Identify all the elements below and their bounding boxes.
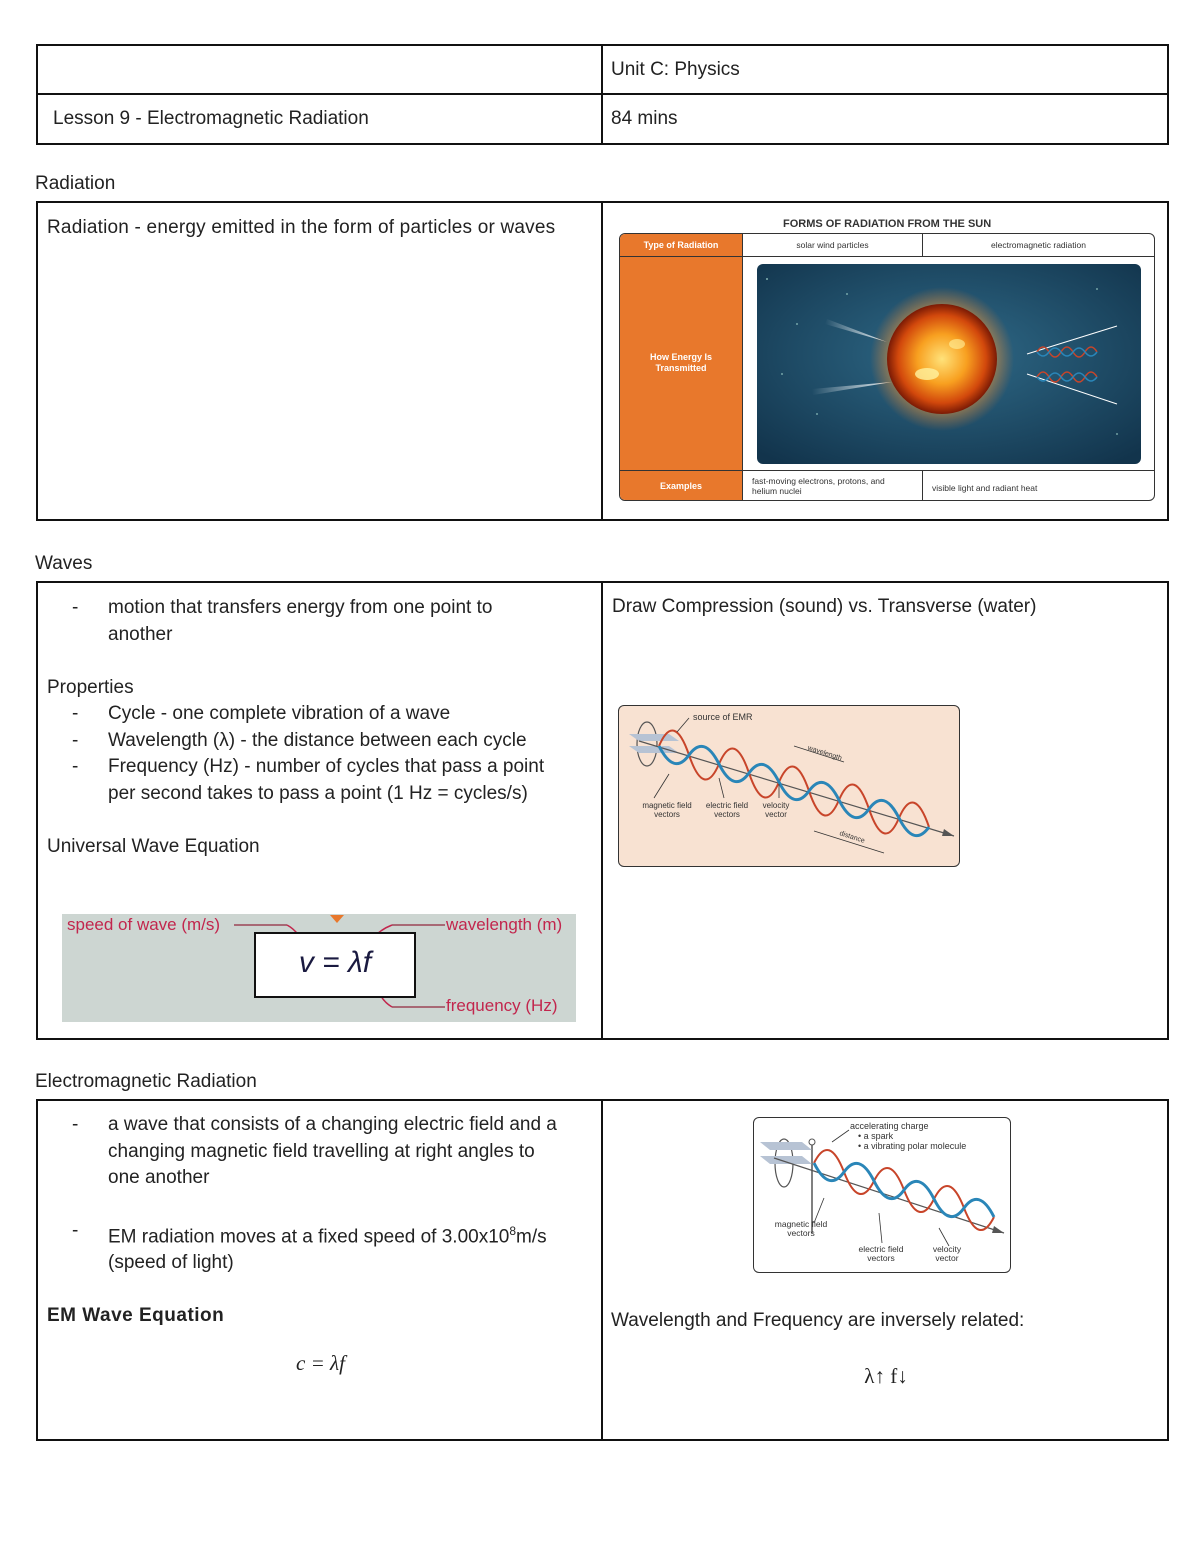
inverse-relation-text: Wavelength and Frequency are inversely related: [611,1310,1025,1331]
spark-label: • a spark [858,1131,894,1141]
property-frequency: - Frequency (Hz) - number of cycles that pass a point per second takes to pass a point (1 Hz = cycles/s) [38,754,558,807]
em-bullet-list [38,1112,563,1277]
source-of-emr-label: source of EMR [693,712,753,722]
electric-vectors-label: electric field vectors [705,801,749,819]
section-title-waves: Waves [35,553,93,574]
em-table [36,1099,1169,1441]
universal-wave-equation-title: Universal Wave Equation [47,836,260,857]
unit-cell [602,45,1168,94]
velocity-vector-label: velocity vector [762,801,790,819]
example-particles: fast-moving electrons, protons, and helium nuclei [752,476,885,496]
grid-line-col2-bottom [922,470,923,500]
waves-bullet-list [38,595,558,648]
inverse-relation-equation: λ↑ f↓ [864,1364,908,1388]
em-magnetic-label: magnetic field vectors [774,1219,828,1238]
grid-line-top [620,256,1154,257]
equation-box [254,932,416,998]
em-speed-text: EM radiation moves at a fixed speed of 3.00x10 [108,1225,510,1247]
how-transmitted-label: How Energy Is Transmitted [649,352,712,373]
em-wave-drawing [619,706,959,866]
em-figure-cell [602,1100,1168,1440]
em-notes-cell [37,1100,602,1440]
em-speed-exponent: 8 [509,1223,517,1238]
speed-of-wave-label: speed of wave (m/s) [67,915,221,934]
wavelength-figure-label: wavelength [806,744,843,763]
em-wave-equation-title: EM Wave Equation [47,1304,225,1326]
properties-list [38,701,558,807]
radiation-table [36,201,1169,521]
section-title-em: Electromagnetic Radiation [35,1071,257,1092]
waves-drawing-cell [602,582,1168,1039]
universal-wave-equation-figure [62,914,576,1022]
em-speed-unit: m/s (speed of light) [108,1225,547,1274]
em-speed [38,1218,563,1277]
waves-definition: - motion that transfers energy from one point to another [38,595,558,648]
wavelength-m-label: wavelength (m) [446,915,563,934]
property-wavelength: - Wavelength (λ) - the distance between each cycle [38,728,558,755]
frequency-hz-label: frequency (Hz) [446,996,558,1015]
property-cycle: - Cycle - one complete vibration of a wave [38,701,558,728]
type-of-radiation-label: Type of Radiation [643,240,719,250]
lesson-duration: 84 mins [611,108,678,129]
accelerating-charge-figure [753,1117,1011,1273]
radiation-definition-cell [37,202,602,520]
em-radiation-label: electromagnetic radiation [991,240,1086,250]
em-velocity-label: velocity vector [932,1244,962,1263]
em-electric-label: electric field vectors [858,1244,904,1263]
em-wave-figure [618,705,960,867]
distance-figure-label: distance [838,830,866,845]
em-wave-equation: c = λf [296,1351,345,1375]
magnetic-vectors-label: magnetic field vectors [642,801,692,819]
unit-title: Unit C: Physics [611,58,740,80]
lesson-cell [37,94,602,144]
sun-image [757,264,1141,464]
header-table [36,44,1169,145]
example-em: visible light and radiant heat [932,483,1038,493]
sun-radiation-figure [603,203,1169,521]
sun-figure-title: FORMS OF RADIATION FROM THE SUN [783,218,992,230]
lesson-title: Lesson 9 - Electromagnetic Radiation [53,108,369,129]
examples-label: Examples [659,481,703,491]
properties-title: Properties [47,677,134,698]
waves-table [36,581,1169,1040]
header-empty-cell [37,45,602,94]
radiation-figure-cell [602,202,1168,520]
waves-notes-cell [37,582,602,1039]
duration-cell [602,94,1168,144]
draw-prompt: Draw Compression (sound) vs. Transverse (water) [612,596,1037,617]
radiation-definition: Radiation - energy emitted in the form of particles or waves [47,217,556,238]
solar-wind-label: solar wind particles [796,240,869,250]
em-definition: - a wave that consists of a changing electric field and a changing magnetic field travelling at right angles to one another [38,1112,563,1192]
accelerating-charge-label: accelerating charge [850,1121,929,1131]
grid-line-col [742,234,743,500]
grid-line-bottom [620,470,1154,471]
polar-molecule-label: • a vibrating polar molecule [858,1141,967,1151]
wave-equation: v = λf [298,946,372,979]
section-title-radiation: Radiation [35,173,116,194]
sun-figure-frame [619,233,1155,501]
